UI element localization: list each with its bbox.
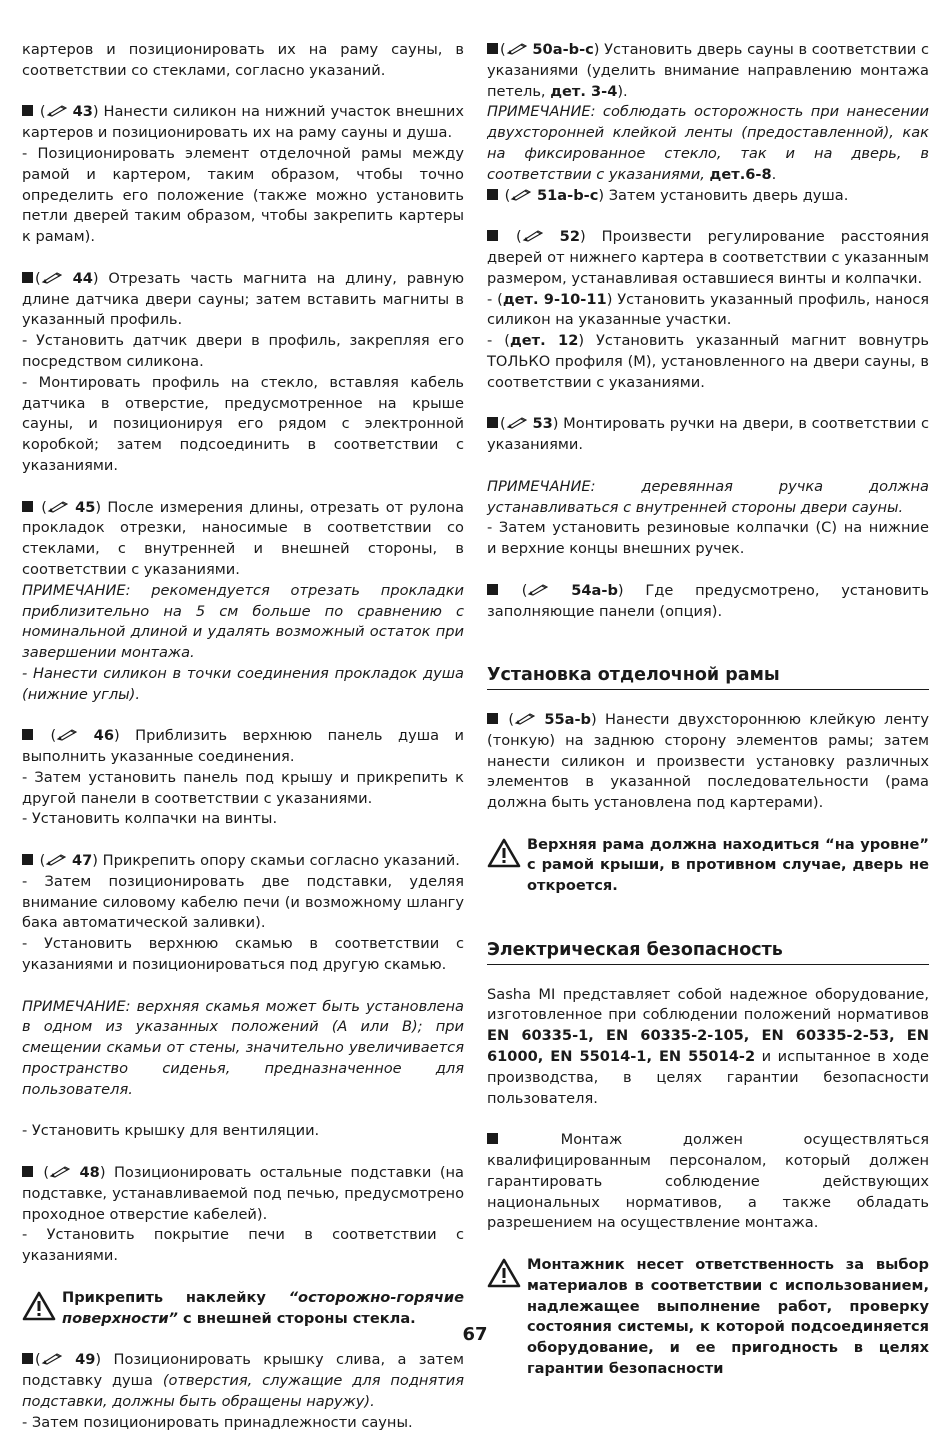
pencil-icon [49, 1165, 71, 1178]
bullet-square-icon [22, 105, 33, 116]
pencil-icon [56, 728, 78, 741]
step-43: ( 43) Нанести силикон на нижний участок внешних картеров и позиционировать их на раму сауны и душа. [22, 103, 465, 142]
paragraph: Монтаж должен осуществляться квалифицированным персоналом, который должен гарантировать соблюдение действующих национальных нормативов, а также обладать разрешением на осуществление монтажа. [487, 1131, 929, 1232]
section-heading: Электрическая безопасность [487, 939, 929, 965]
warning-icon [487, 1258, 527, 1292]
step-48: ( 48) Позиционировать остальные подставки (на подставке, устанавливаемой под печью, предусмотрено проходное отверстие кабелей). [22, 1164, 464, 1223]
pencil-icon [522, 229, 544, 242]
step-52: ( 52) Произвести регулирование расстояния дверей от нижнего картера в соответствии с указанным размером, устанавливая оставшиеся винты и колпачки. [487, 228, 929, 287]
bullet-square-icon [22, 729, 33, 740]
paragraph: - Установить колпачки на винты. [22, 810, 278, 828]
pencil-icon [41, 1352, 63, 1365]
pencil-icon [506, 42, 528, 55]
note: ПРИМЕЧАНИЕ: верхняя скамья может быть установлена в одном из указанных положений (A или B); при смещении скамьи от стены, значительно увеличивается пространство сиденья, предназначенное для пользователя. [22, 997, 464, 1098]
pencil-icon [46, 104, 68, 117]
bullet-square-icon [22, 1353, 33, 1364]
warning-icon [22, 1291, 62, 1325]
note: ПРИМЕЧАНИЕ: рекомендуется отрезать прокладки приблизительно на 5 см больше по сравнению с номинальной длиной и удалять возможный остаток при завершении монтажа. [22, 581, 464, 662]
pencil-icon [45, 853, 67, 866]
step-51: ( 51a-b-c) Затем установить дверь душа. [487, 186, 929, 207]
bullet-square-icon [487, 713, 498, 724]
bullet-square-icon [22, 501, 33, 512]
paragraph: - Затем установить панель под крышу и прикрепить к другой панели в соответствии с указаниями. [22, 768, 464, 807]
note: ПРИМЕЧАНИЕ: деревянная ручка должна устанавливаться с внутренней стороны двери сауны. [487, 477, 929, 516]
paragraph: - Нанести силикон в точки соединения прокладок душа (нижние углы). [22, 664, 464, 703]
warning-block: Прикрепить наклейку “осторожно-горячие поверхности” с внешней стороны стекла. [22, 1288, 464, 1330]
paragraph: - Позиционировать элемент отделочной рамы между рамой и картером, таким образом, чтобы точно определить его положение (также можно установить петли дверей таким образом, чтобы закрепить картеры к рамам). [22, 144, 464, 246]
paragraph: - Затем позиционировать две подставки, уделяя внимание силовому кабелю печи (и возможному шлангу бака автоматической заливки). [22, 872, 464, 932]
paragraph: - Установить датчик двери в профиль, закрепляя его посредством силикона. [22, 332, 464, 370]
step-47: ( 47) Прикрепить опору скамьи согласно указаний. [22, 851, 464, 872]
left-column [22, 40, 464, 1433]
bullet-square-icon [487, 417, 498, 428]
paragraph: картеров и позиционировать их на раму сауны, в соответствии со стеклами, согласно указаний. [22, 41, 464, 79]
paragraph: - Затем позиционировать принадлежности сауны. [22, 1413, 413, 1431]
paragraph: Sasha MI представляет собой надежное оборудование, изготовленное при соблюдении положений нормативов EN 60335-1, EN 60335-2-105, EN 60335-2-53, EN 61000, EN 55014-1, EN 55014-2 и испытанное в ходе производства, в целях гарантии безопасности пользователя. [487, 985, 929, 1107]
bullet-square-icon [487, 1133, 498, 1144]
step-53: ( 53) Монтировать ручки на двери, в соответствии с указаниями. [487, 415, 929, 454]
pencil-icon [506, 416, 528, 429]
bullet-square-icon [487, 189, 498, 200]
step-49: ( 49) Позиционировать крышку слива, а затем подставку душа (отверстия, служащие для поднятия подставки, должны быть обращены наружу). [22, 1351, 465, 1410]
paragraph: - (дет. 9-10-11) Установить указанный профиль, нанося силикон на указанные участки. [487, 290, 929, 329]
bullet-square-icon [487, 230, 498, 241]
note: ПРИМЕЧАНИЕ: соблюдать осторожность при нанесении двухсторонней клейкой ленты (предоставленной), как на фиксированное стекло, так и на дверь, в соответствии с указаниями, дет.6-8. [487, 103, 929, 183]
bullet-square-icon [22, 272, 33, 283]
pencil-icon [527, 583, 549, 596]
step-55: ( 55a-b) Нанести двухстороннюю клейкую ленту (тонкую) на заднюю сторону элементов рамы; затем нанести силикон и произвести установку различных элементов в указанной последовательности (рама должна быть установлена под картерами). [487, 710, 929, 812]
bullet-square-icon [487, 43, 498, 54]
paragraph: - Установить крышку для вентиляции. [22, 1122, 320, 1140]
right-column [487, 40, 929, 1380]
pencil-icon [514, 712, 536, 725]
pencil-icon [41, 271, 63, 284]
pencil-icon [47, 500, 69, 513]
step-45: ( 45) После измерения длины, отрезать от рулона прокладок отрезки, наносимые в соответствии со стеклами, с внутренней и внешней стороны, в соответствии с указаниями. [22, 498, 464, 578]
warning-icon [487, 838, 527, 872]
page-number: 67 [462, 1324, 488, 1345]
step-54: ( 54a-b) Где предусмотрено, установить заполняющие панели (опция). [487, 581, 929, 620]
step-50: ( 50a-b-c) Установить дверь сауны в соответствии с указаниями (уделить внимание направлению монтажа петель, дет. 3-4). [487, 41, 930, 100]
warning-block: Верхняя рама должна находиться “на уровне” с рамой крыши, в противном случае, дверь не откроется. [487, 835, 929, 897]
bullet-square-icon [22, 1166, 33, 1177]
paragraph: - (дет. 12) Установить указанный магнит вовнутрь ТОЛЬКО профиля (M), установленного на двери сауны, в соответствии с указаниями. [487, 332, 929, 391]
section-heading: Установка отделочной рамы [487, 664, 929, 690]
warning-block: Монтажник несет ответственность за выбор материалов в соответствии с использованием, надлежащее выполнение работ, проверку состояния системы, к которой подсоединяется оборудование, и ее пригодность в целях гарантии безопасности [487, 1255, 929, 1380]
bullet-square-icon [22, 854, 33, 865]
paragraph: - Монтировать профиль на стекло, вставляя кабель датчика в отверстие, предусмотренное на крыше сауны, и позиционируя его рядом с электронной коробкой; затем подсоединить в соответствии с указаниями. [22, 373, 464, 474]
paragraph: - Установить верхнюю скамью в соответствии с указаниями и позиционироваться под другую скамью. [22, 935, 464, 974]
paragraph: - Затем установить резиновые колпачки (C) на нижние и верхние концы внешних ручек. [487, 519, 929, 558]
pencil-icon [510, 188, 532, 201]
step-46: ( 46) Приблизить верхнюю панель душа и выполнить указанные соединения. [22, 727, 464, 766]
paragraph: - Установить покрытие печи в соответствии с указаниями. [22, 1226, 464, 1265]
step-44: ( 44) Отрезать часть магнита на длину, равную длине датчика двери сауны; затем вставить магниты в указанный профиль. [22, 269, 464, 329]
bullet-square-icon [487, 584, 498, 595]
